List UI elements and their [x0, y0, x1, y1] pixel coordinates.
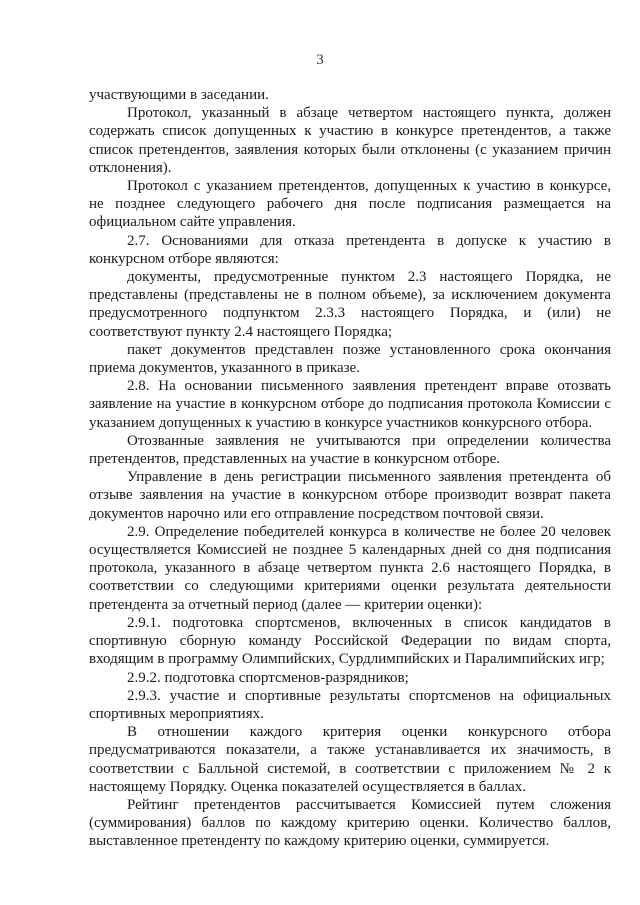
paragraph: В отношении каждого критерия оценки конкурсного отбора предусматриваются показатели, а также устанавливается их значимость, в соответствии с Балльной системой, в соответствии с приложением № 2 к настоящему Порядку. Оценка показателей осуществляется в баллах.	[89, 724, 611, 795]
paragraph: 2.7. Основаниями для отказа претендента в допуске к участию в конкурсном отборе являются:	[89, 232, 611, 267]
document-body	[89, 86, 611, 851]
paragraph: Протокол, указанный в абзаце четвертом настоящего пункта, должен содержать список допущенных к участию в конкурсе претендентов, а также список претендентов, заявления которых были отклонены (с указанием причин отклонения).	[89, 105, 611, 176]
paragraph: Протокол с указанием претендентов, допущенных к участию в конкурсе, не позднее следующего рабочего дня после подписания размещается на официальном сайте управления.	[89, 178, 611, 231]
paragraph: Отозванные заявления не учитываются при определении количества претендентов, представленных на участие в конкурсном отборе.	[89, 432, 611, 468]
paragraph: 2.9.2. подготовка спортсменов-разрядников;	[127, 669, 409, 686]
paragraph: Управление в день регистрации письменного заявления претендента об отзыве заявления на участие в конкурсном отборе производит возврат пакета документов нарочно или его отправление посредством почтовой связи.	[89, 469, 611, 522]
paragraph: 2.8. На основании письменного заявления претендент вправе отозвать заявление на участие в конкурсном отборе до подписания протокола Комиссии с указанием допущенных к участию в конкурсе участников конкурсного отбора.	[89, 378, 611, 431]
paragraph: 2.9. Определение победителей конкурса в количестве не более 20 человек осуществляется Комиссией не позднее 5 календарных дней со дня подписания протокола, указанного в абзаце четвертом пункта 2.6 настоящего Порядка, в соответствии со следующими критериями оценки результата деятельности претендента за отчетный период (далее — критерии оценки):	[89, 523, 611, 613]
paragraph: пакет документов представлен позже установленного срока окончания приема документов, указанного в приказе.	[89, 341, 611, 377]
page-number: 3	[316, 52, 324, 68]
paragraph: 2.9.1. подготовка спортсменов, включенных в список кандидатов в спортивную сборную команду Российской Федерации по видам спорта, входящим в программу Олимпийских, Сурдлимпийских и Паралимпийских игр;	[89, 614, 611, 668]
paragraph: 2.9.3. участие и спортивные результаты спортсменов на официальных спортивных мероприятиях.	[89, 687, 611, 722]
paragraph: участвующими в заседании.	[89, 87, 269, 103]
paragraph: документы, предусмотренные пунктом 2.3 настоящего Порядка, не представлены (представлены не в полном объеме), за исключением документа предусмотренного подпунктом 2.3.3 настоящего Порядка, и (или) не соответствуют пункту 2.4 настоящего Порядка;	[89, 269, 611, 340]
paragraph: Рейтинг претендентов рассчитывается Комиссией путем сложения (суммирования) баллов по каждому критерию оценки. Количество баллов, выставленное претенденту по каждому критерию оценки, суммируется.	[89, 796, 611, 850]
